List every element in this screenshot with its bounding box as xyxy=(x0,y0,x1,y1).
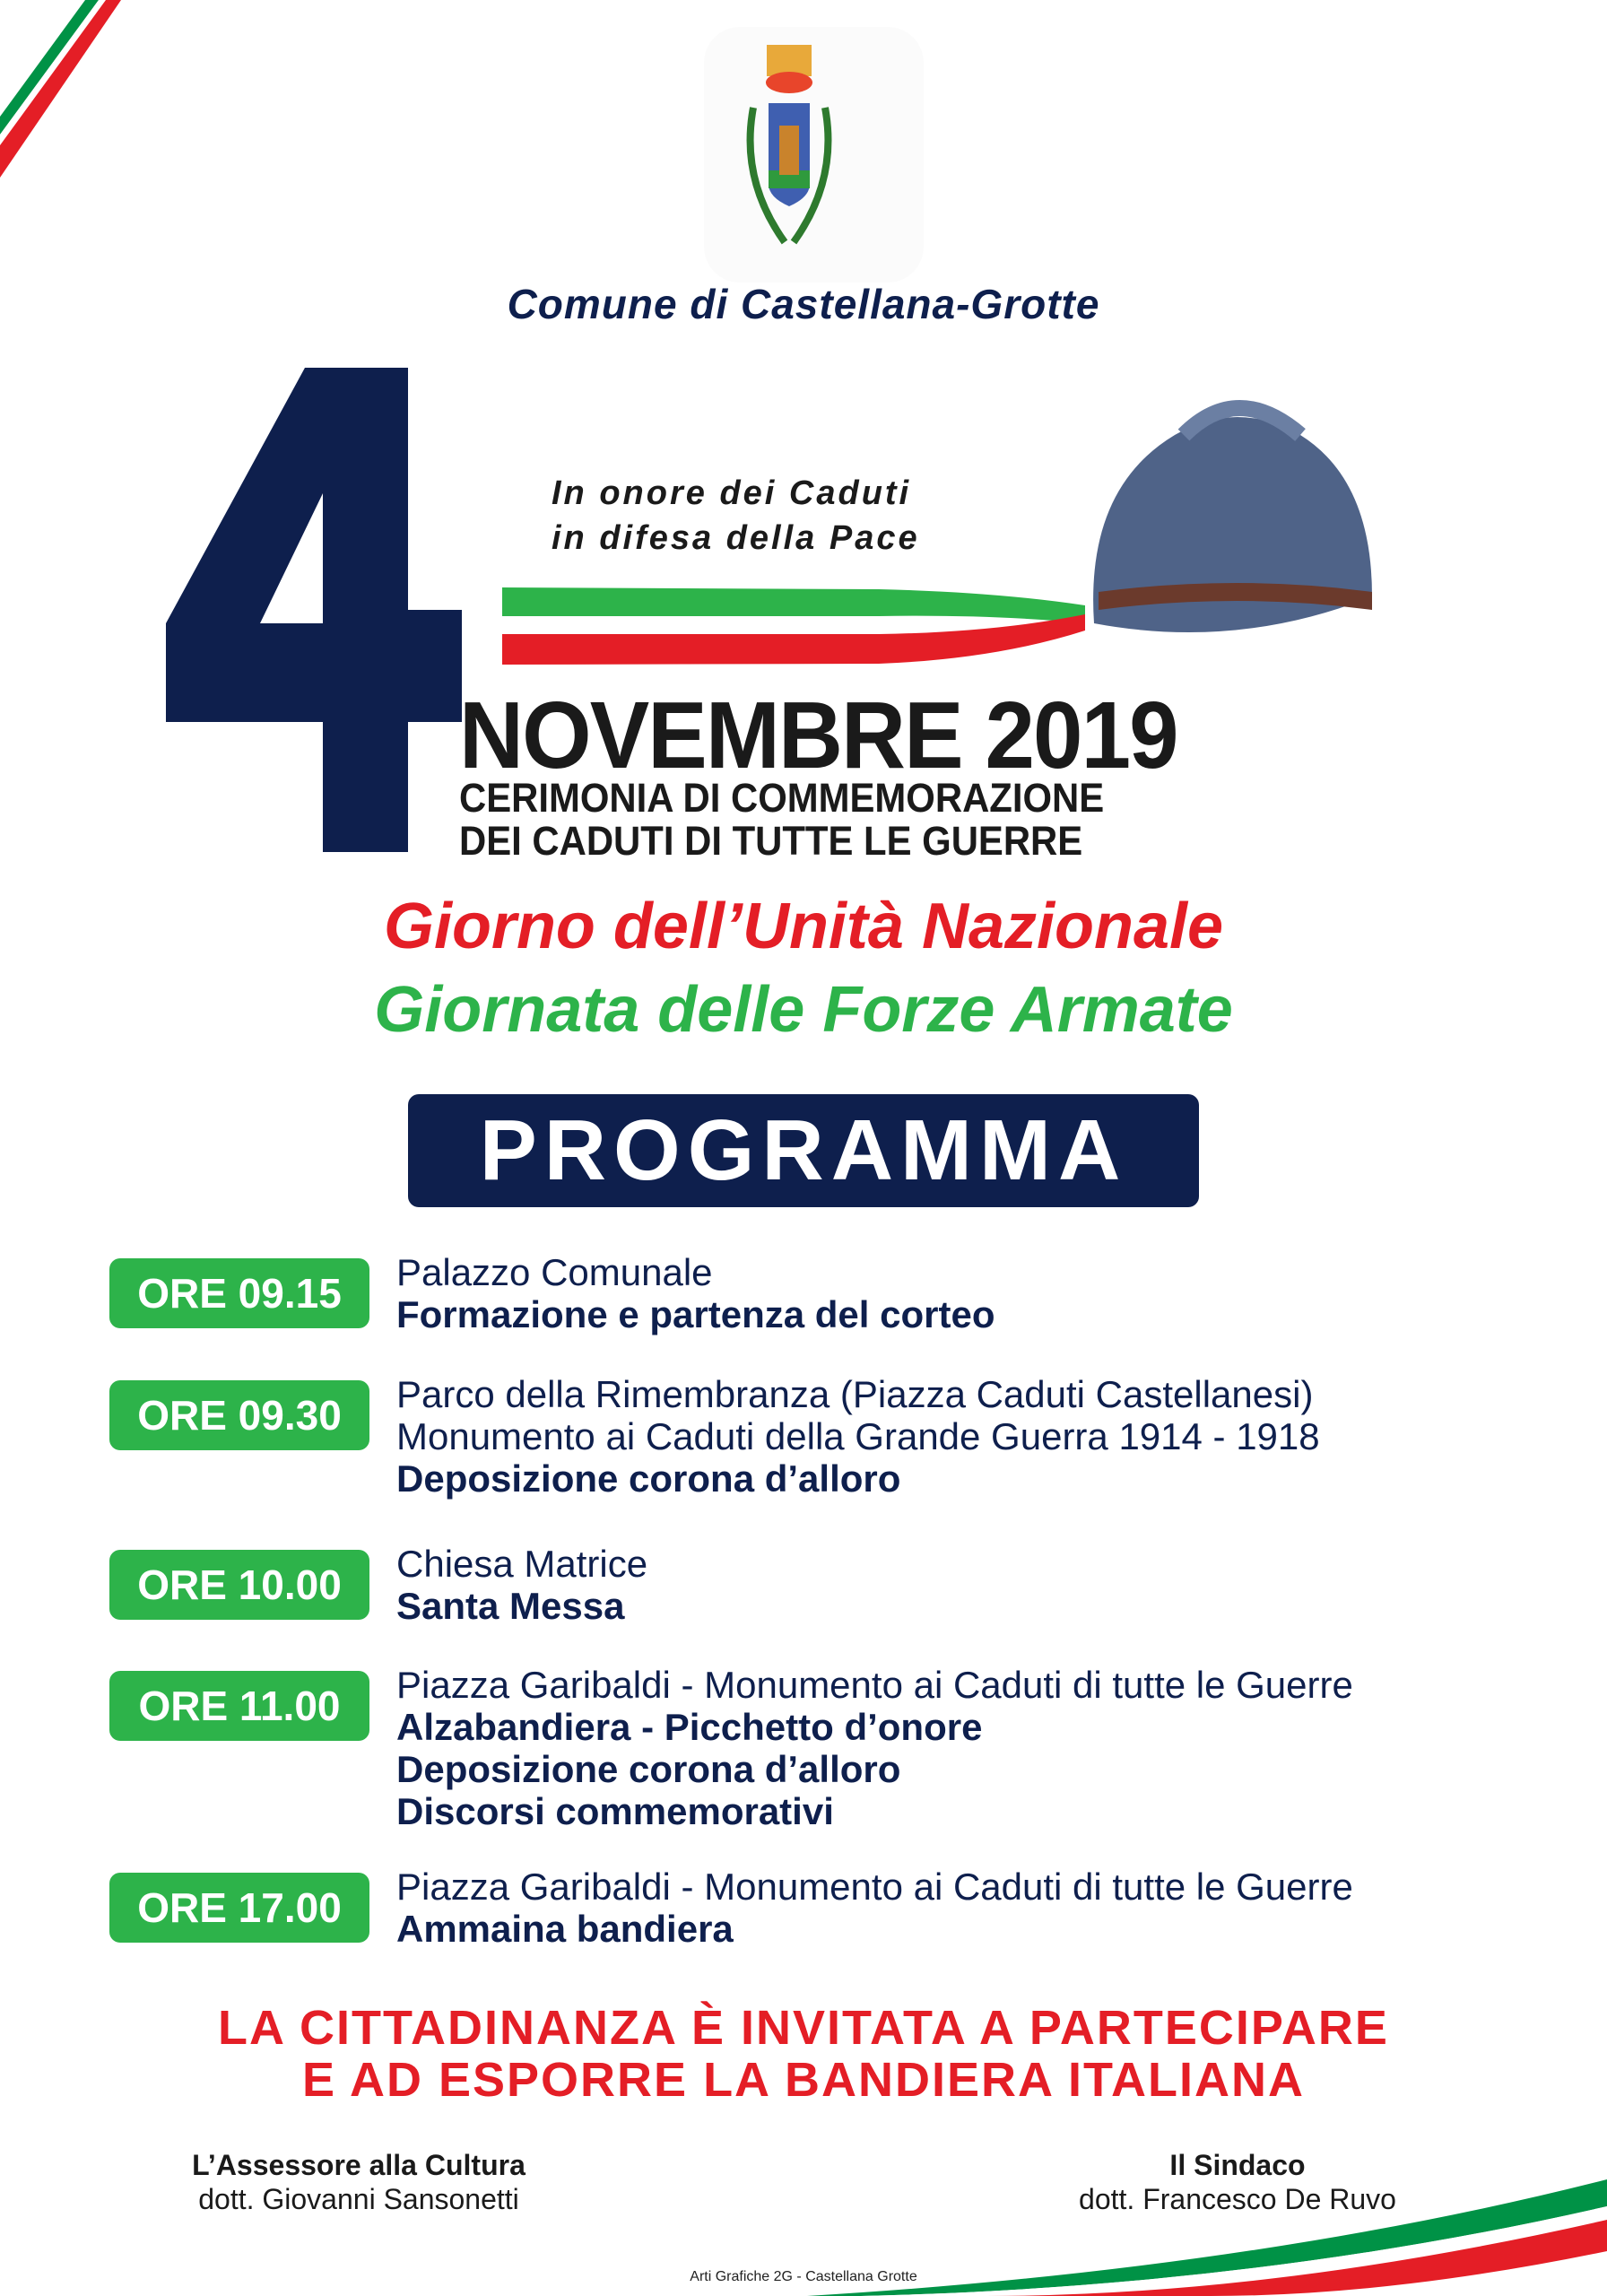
tricolor-ribbon-top xyxy=(0,0,135,188)
hero-subtitle: In onore dei Caduti in difesa della Pace xyxy=(552,474,920,557)
flag-stripes xyxy=(502,587,1094,677)
coat-of-arms xyxy=(704,27,924,283)
helmet-icon xyxy=(1076,381,1399,650)
invitation-text: LA CITTADINANZA È INVITATA A PARTECIPARE E AD ESPORRE LA BANDIERA ITALIANA xyxy=(218,2001,1389,2107)
coat-of-arms-icon xyxy=(704,27,924,283)
time-badge: ORE 09.15 xyxy=(109,1258,369,1328)
time-badge: ORE 11.00 xyxy=(109,1671,369,1741)
event-date: NOVEMBRE 2019 xyxy=(459,683,1177,788)
time-badge: ORE 17.00 xyxy=(109,1873,369,1943)
national-unity-title: Giorno dell’Unità Nazionale xyxy=(383,891,1224,962)
signature-assessore: L’Assessore alla Cultura dott. Giovanni Sansonetti xyxy=(192,2149,526,2215)
municipality-name: Comune di Castellana-Grotte xyxy=(507,281,1100,327)
printer-credit: Arti Grafiche 2G - Castellana Grotte xyxy=(690,2269,917,2284)
programme-heading: PROGRAMMA xyxy=(408,1094,1199,1207)
armed-forces-title: Giornata delle Forze Armate xyxy=(374,974,1233,1046)
time-badge: ORE 09.30 xyxy=(109,1380,369,1450)
ceremony-title: CERIMONIA DI COMMEMORAZIONE DEI CADUTI DI TUTTE LE GUERRE xyxy=(459,775,1105,864)
time-badge: ORE 10.00 xyxy=(109,1550,369,1620)
signature-sindaco: Il Sindaco dott. Francesco De Ruvo xyxy=(1079,2149,1396,2215)
day-number-four xyxy=(166,368,462,861)
